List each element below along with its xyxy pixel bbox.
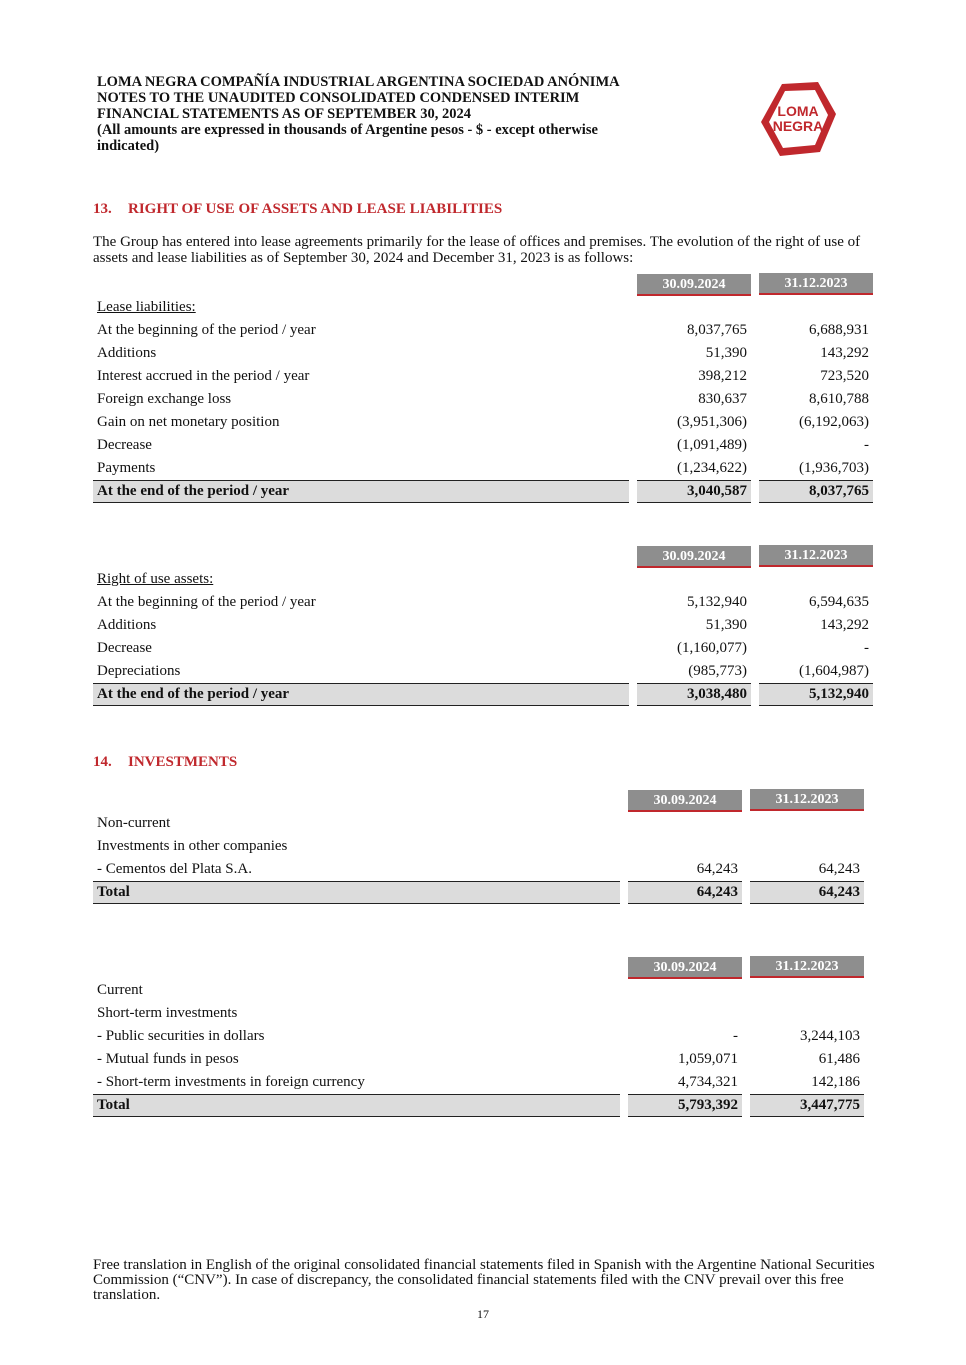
row-value-2023: 8,610,788 [809,391,869,407]
row-label: Short-term investments [97,1005,238,1021]
non-current-investments-table [93,789,864,904]
right-of-use-heading: Right of use assets: [97,571,214,587]
row-value-2024: 8,037,765 [687,322,747,338]
total-value-2024: 3,040,587 [687,483,747,499]
table-total-row [93,881,864,904]
row-label: At the beginning of the period / year [97,322,316,338]
column-header-2024: 30.09.2024 [628,790,742,812]
total-value-2023: 8,037,765 [809,483,869,499]
total-value-2023: 64,243 [818,884,860,900]
table-header-row [93,273,873,296]
row-label: - Cementos del Plata S.A. [97,861,252,877]
section-14-heading: INVESTMENTS [128,754,238,770]
row-label: Depreciations [97,663,181,679]
total-value-2024: 3,038,480 [687,686,747,702]
page-number: 17 [477,1307,489,1321]
row-label: - Public securities in dollars [97,1028,265,1044]
section-13-title [93,201,502,218]
table-row [93,835,864,858]
table-total-row [93,480,873,503]
row-value-2024: (3,951,306) [677,414,747,430]
section-13-intro: The Group has entered into lease agreements primarily for the lease of offices and premises. The evolution of the right of use of assets and lease liabilities as of September 30, 2024 and December 31, 2023 is as follows: [93,234,861,266]
row-value-2023: - [864,437,869,453]
row-value-2024: 1,059,071 [678,1051,738,1067]
total-label: At the end of the period / year [97,686,290,702]
table-row [93,388,873,411]
row-value-2023: (6,192,063) [799,414,869,430]
row-value-2023: 6,594,635 [809,594,869,610]
row-value-2023: 723,520 [820,368,869,384]
non-current-heading: Non-current [97,815,171,831]
row-value-2023: 143,292 [820,617,869,633]
total-value-2023: 3,447,775 [800,1097,860,1113]
row-value-2024: 4,734,321 [678,1074,738,1090]
row-label: Payments [97,460,156,476]
row-label: Decrease [97,437,152,453]
table-header-row [93,956,864,979]
row-value-2023: (1,936,703) [799,460,869,476]
lease-liabilities-table [93,273,873,503]
row-label: Additions [97,345,157,361]
row-value-2024: 64,243 [696,861,738,877]
row-value-2024: 830,637 [698,391,747,407]
row-value-2023: 64,243 [818,861,860,877]
logo-text-line-2: NEGRA [772,118,824,134]
row-label: At the beginning of the period / year [97,594,316,610]
row-label: - Mutual funds in pesos [97,1051,239,1067]
row-value-2024: (985,773) [688,663,747,679]
row-label: Foreign exchange loss [97,391,232,407]
row-label: Decrease [97,640,152,656]
section-13-heading: RIGHT OF USE OF ASSETS AND LEASE LIABILITIES [128,201,503,217]
company-logo [758,80,838,158]
header-line-4: (All amounts are expressed in thousands of Argentine pesos - $ - except otherwise [97,122,598,138]
row-value-2024: 51,390 [705,617,747,633]
column-header-2024: 30.09.2024 [637,546,751,568]
table-row [93,365,873,388]
row-label: Additions [97,617,157,633]
total-label: Total [97,1097,130,1113]
total-label: At the end of the period / year [97,483,290,499]
column-header-2024: 30.09.2024 [628,957,742,979]
table-header-row [93,789,864,812]
header-line-3: FINANCIAL STATEMENTS AS OF SEPTEMBER 30, 2024 [97,106,471,122]
table-section-heading [93,979,864,1002]
table-row [93,660,873,683]
row-value-2023: 3,244,103 [800,1028,860,1044]
column-header-2023: 31.12.2023 [750,956,864,978]
header-line-1: LOMA NEGRA COMPAÑÍA INDUSTRIAL ARGENTINA SOCIEDAD ANÓNIMA [97,74,620,90]
header-line-2: NOTES TO THE UNAUDITED CONSOLIDATED CONDENSED INTERIM [97,90,580,106]
row-value-2023: 143,292 [820,345,869,361]
row-value-2024: (1,091,489) [677,437,747,453]
table-row [93,591,873,614]
table-row [93,1048,864,1071]
row-value-2023: 6,688,931 [809,322,869,338]
column-header-2023: 31.12.2023 [759,273,873,295]
table-row [93,411,873,434]
table-row [93,457,873,480]
row-value-2023: 142,186 [811,1074,860,1090]
column-header-2024: 30.09.2024 [637,274,751,296]
total-value-2024: 64,243 [696,884,738,900]
footer-disclaimer: Free translation in English of the original consolidated financial statements filed in Spanish with the Argentine National Securities Commission (“CNV”). In case of discrepancy, the consolidated financial statements filed with the CNV prevail over this free translation. [93,1257,875,1303]
total-value-2023: 5,132,940 [809,686,869,702]
total-label: Total [97,884,130,900]
table-total-row [93,1094,864,1117]
table-total-row [93,683,873,706]
row-value-2024: (1,234,622) [677,460,747,476]
header-line-5: indicated) [97,138,160,154]
row-label: Gain on net monetary position [97,414,280,430]
row-value-2024: (1,160,077) [677,640,747,656]
document-header [97,74,717,154]
total-value-2024: 5,793,392 [678,1097,738,1113]
row-label: Interest accrued in the period / year [97,368,310,384]
table-row [93,342,873,365]
row-value-2023: 61,486 [818,1051,860,1067]
table-row [93,614,873,637]
row-value-2023: - [864,640,869,656]
lease-liabilities-heading: Lease liabilities: [97,299,196,315]
table-row [93,1002,864,1025]
right-of-use-assets-table [93,545,873,706]
table-row [93,1025,864,1048]
table-row [93,858,864,881]
section-13-number: 13. [93,201,112,217]
current-heading: Current [97,982,143,998]
table-header-row [93,545,873,568]
column-header-2023: 31.12.2023 [759,545,873,567]
table-row [93,319,873,342]
current-investments-table [93,956,864,1117]
row-value-2024: 398,212 [698,368,747,384]
row-value-2024: 5,132,940 [687,594,747,610]
section-14-title [93,754,237,771]
row-value-2024: - [733,1028,738,1044]
section-14-number: 14. [93,754,112,770]
table-section-heading [93,812,864,835]
table-row [93,434,873,457]
table-section-heading [93,296,873,319]
row-value-2023: (1,604,987) [799,663,869,679]
row-value-2024: 51,390 [705,345,747,361]
row-label: Investments in other companies [97,838,288,854]
logo-text-line-1: LOMA [777,103,819,119]
table-row [93,637,873,660]
table-section-heading [93,568,873,591]
table-row [93,1071,864,1094]
column-header-2023: 31.12.2023 [750,789,864,811]
row-label: - Short-term investments in foreign currency [97,1074,365,1090]
